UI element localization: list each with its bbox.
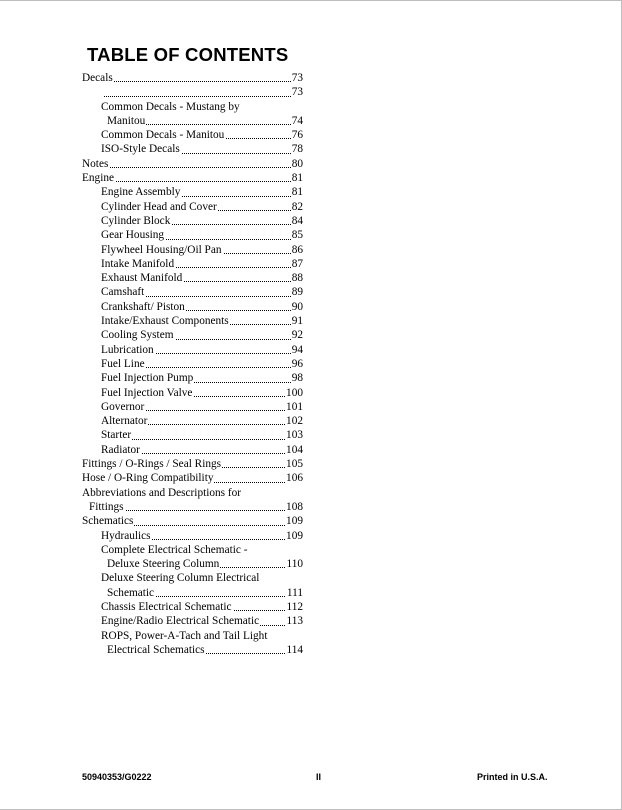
toc-entry-title: Deluxe Steering Column — [107, 558, 220, 571]
toc-entry[interactable] — [82, 571, 303, 585]
toc-entry[interactable] — [82, 600, 303, 614]
toc-entry-title: Engine — [82, 172, 114, 185]
toc-entry-page: 74 — [291, 114, 303, 127]
toc-entry[interactable] — [82, 557, 303, 571]
toc-entry-title: Fittings / O-Rings / Seal Rings — [82, 458, 222, 471]
toc-entry-title: Starter — [101, 429, 132, 442]
toc-entry-title: Crankshaft/ Piston — [101, 300, 185, 313]
toc-entry-page: 101 — [286, 400, 303, 413]
toc-entry[interactable] — [82, 486, 303, 500]
toc-entry[interactable] — [82, 100, 303, 114]
toc-entry[interactable] — [82, 343, 303, 357]
toc-entry-title: Complete Electrical Schematic - — [101, 543, 248, 556]
toc-entry-page: 108 — [286, 500, 303, 513]
toc-entry[interactable] — [82, 643, 303, 657]
toc-entry-title — [101, 86, 102, 98]
toc-entry-page: 104 — [286, 443, 303, 456]
toc-entry[interactable] — [82, 414, 303, 428]
toc-entry-page: 112 — [286, 600, 303, 613]
toc-entry[interactable] — [82, 300, 303, 314]
toc-entry-page: 80 — [291, 157, 303, 170]
toc-entry-title: Notes — [82, 157, 109, 170]
toc-entry-title: ISO-Style Decals — [101, 143, 180, 156]
toc-entry-page: 106 — [286, 472, 303, 485]
toc-entry-title: Lubrication — [101, 343, 154, 356]
toc-entry-title: Fuel Injection Pump — [101, 372, 194, 385]
toc-entry[interactable] — [82, 543, 303, 557]
toc-entry-page: 91 — [291, 315, 303, 328]
toc-entry[interactable] — [82, 85, 303, 99]
toc-entry-title: Common Decals - Manitou — [101, 129, 225, 142]
toc-entry[interactable] — [82, 128, 303, 142]
toc-entry-page: 92 — [291, 329, 303, 342]
toc-entry-title: Alternator — [101, 415, 148, 428]
toc-entry-title: Exhaust Manifold — [101, 272, 183, 285]
toc-entry-title: Schematics — [82, 515, 134, 528]
toc-entry-page: 98 — [291, 372, 303, 385]
toc-entry[interactable] — [82, 500, 303, 514]
toc-entry[interactable] — [82, 271, 303, 285]
toc-entry-page: 76 — [291, 129, 303, 142]
toc-entry-page: 109 — [286, 529, 303, 542]
toc-entry-title: Fuel Injection Valve — [101, 386, 193, 399]
toc-entry-page: 100 — [286, 386, 303, 399]
toc-entry-title: Intake/Exhaust Components — [101, 315, 229, 328]
toc-entry-title: Decals — [82, 72, 113, 84]
toc-entry[interactable] — [82, 200, 303, 214]
toc-entry-title: Cylinder Head and Cover — [101, 200, 217, 213]
toc-entry[interactable] — [82, 228, 303, 242]
toc-entry[interactable] — [82, 243, 303, 257]
toc-entry-page: 81 — [291, 172, 303, 185]
toc-entry-page: 89 — [291, 286, 303, 299]
toc-entry-title: Flywheel Housing/Oil Pan — [101, 243, 222, 256]
toc-entry-page: 111 — [286, 586, 303, 599]
toc-entry-title: Abbreviations and Descriptions for — [82, 486, 242, 499]
toc-entry-title: Radiator — [101, 443, 140, 456]
toc-entry-page: 78 — [291, 143, 303, 156]
toc-entry-title: Governor — [101, 400, 145, 413]
toc-entry-page: 73 — [291, 72, 303, 84]
toc-entry[interactable] — [82, 314, 303, 328]
toc-entry-title: Fuel Line — [101, 357, 145, 370]
printed-in-label: Printed in U.S.A. — [477, 772, 548, 782]
toc-entry[interactable] — [82, 386, 303, 400]
toc-entry-title: Engine/Radio Electrical Schematic — [101, 615, 260, 628]
toc-entry-page: 114 — [286, 643, 303, 656]
toc-entry[interactable] — [82, 428, 303, 442]
toc-entry-page: 109 — [286, 515, 303, 528]
toc-entry[interactable] — [82, 457, 303, 471]
toc-entry-page: 88 — [291, 272, 303, 285]
table-of-contents — [82, 71, 303, 657]
toc-entry[interactable] — [82, 586, 303, 600]
toc-entry[interactable] — [82, 514, 303, 528]
toc-entry-title: Fittings — [89, 500, 124, 513]
toc-entry-page: 86 — [291, 243, 303, 256]
toc-entry-page: 87 — [291, 257, 303, 270]
toc-entry-title: Manitou — [107, 114, 146, 127]
toc-entry[interactable] — [82, 357, 303, 371]
toc-entry-page: 103 — [286, 429, 303, 442]
toc-entry[interactable] — [82, 328, 303, 342]
toc-entry[interactable] — [82, 114, 303, 128]
toc-entry[interactable] — [82, 614, 303, 628]
toc-entry-page: 102 — [286, 415, 303, 428]
toc-entry[interactable] — [82, 471, 303, 485]
toc-entry[interactable] — [82, 171, 303, 185]
toc-entry[interactable] — [82, 71, 303, 85]
toc-entry-page: 73 — [291, 86, 303, 99]
toc-entry-title: Cylinder Block — [101, 214, 171, 227]
toc-entry[interactable] — [82, 257, 303, 271]
toc-entry-title: Chassis Electrical Schematic — [101, 600, 232, 613]
toc-entry-page: 85 — [291, 229, 303, 242]
toc-entry-page: 84 — [291, 214, 303, 227]
toc-entry[interactable] — [82, 214, 303, 228]
toc-entry[interactable] — [82, 371, 303, 385]
toc-entry-page: 90 — [291, 300, 303, 313]
toc-entry-page: 82 — [291, 200, 303, 213]
page-title: TABLE OF CONTENTS — [87, 44, 289, 65]
toc-entry-title: Hose / O-Ring Compatibility — [82, 472, 214, 485]
toc-entry[interactable] — [82, 185, 303, 199]
document-number: 50940353/G0222 — [82, 772, 152, 782]
toc-entry-page: 110 — [286, 558, 303, 571]
toc-entry[interactable] — [82, 157, 303, 171]
toc-entry-title: Common Decals - Mustang by — [101, 100, 240, 113]
toc-entry-title: Gear Housing — [101, 229, 165, 242]
toc-entry-page: 96 — [291, 357, 303, 370]
toc-entry-title: Schematic — [107, 586, 155, 599]
toc-entry[interactable] — [82, 142, 303, 156]
toc-entry[interactable] — [82, 629, 303, 643]
toc-entry-page: 81 — [291, 186, 303, 199]
toc-entry-page: 105 — [286, 458, 303, 471]
toc-entry-title: Camshaft — [101, 286, 145, 299]
toc-entry-title: Cooling System — [101, 329, 174, 342]
toc-leader-dots — [82, 181, 303, 182]
toc-entry-page: 94 — [291, 343, 303, 356]
toc-entry-title: Electrical Schematics — [107, 643, 205, 656]
toc-entry-title: Engine Assembly — [101, 186, 181, 199]
toc-entry[interactable] — [82, 285, 303, 299]
toc-entry-title: Deluxe Steering Column Electrical — [101, 572, 260, 585]
toc-entry-title: ROPS, Power-A-Tach and Tail Light — [101, 629, 268, 642]
toc-entry[interactable] — [82, 400, 303, 414]
toc-entry[interactable] — [82, 529, 303, 543]
toc-leader-dots — [82, 167, 303, 168]
toc-leader-dots — [104, 96, 303, 97]
page-number: II — [316, 772, 322, 782]
toc-entry-title: Hydraulics — [101, 529, 151, 542]
toc-entry-title: Intake Manifold — [101, 257, 175, 270]
toc-entry-page: 113 — [286, 615, 303, 628]
toc-leader-dots — [82, 81, 303, 82]
toc-entry[interactable] — [82, 443, 303, 457]
